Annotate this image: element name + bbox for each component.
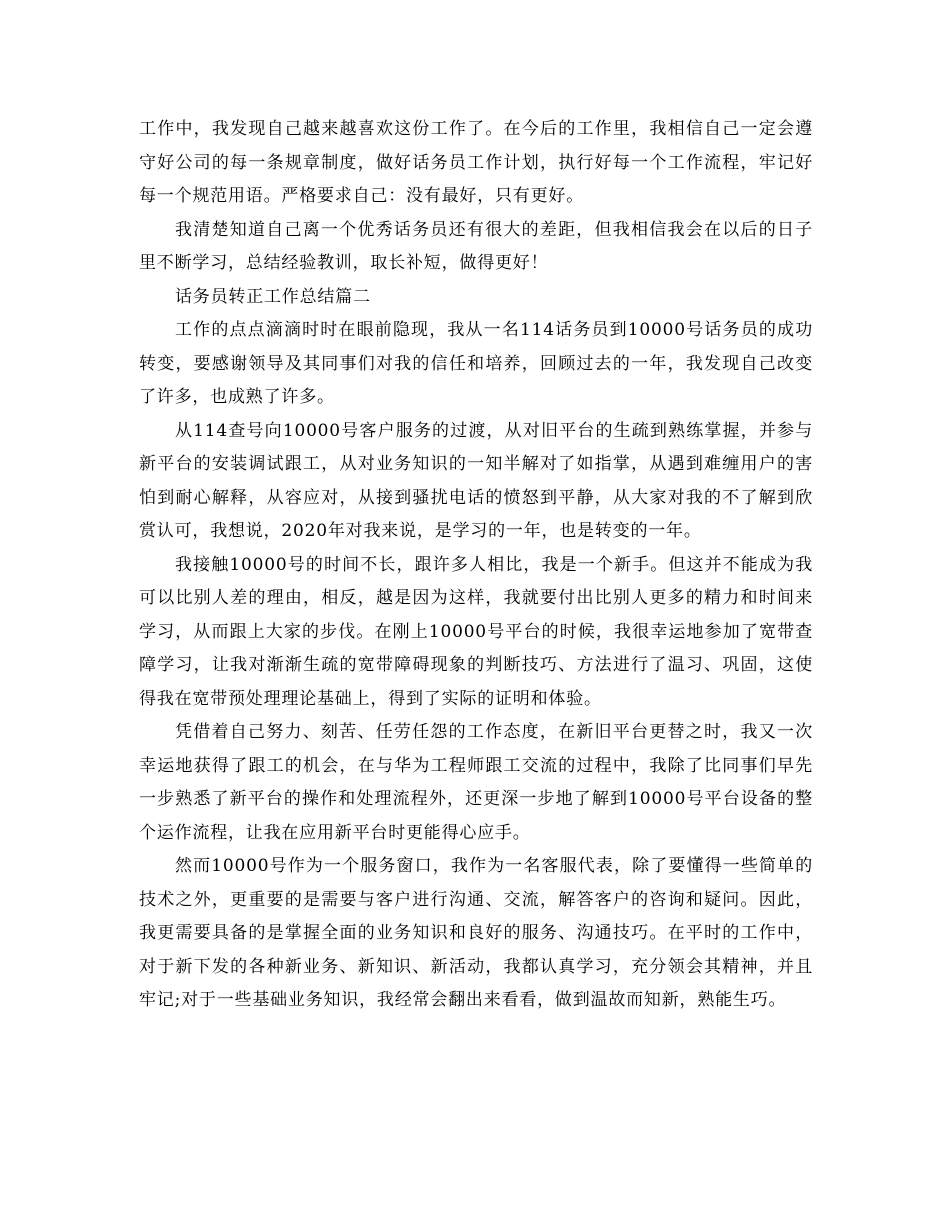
paragraph-4: 从114查号向10000号客户服务的过渡，从对旧平台的生疏到熟练掌握，并参与新平台的安装调试跟工，从对业务知识的一知半解对了如指掌，从遇到难缠用户的害怕到耐心解释，从容应对，从接到骚扰电话的愤怒到平静，从大家对我的不了解到欣赏认可，我想说，2020年对我来说，是学习的一年，也是转变的一年。: [139, 420, 813, 541]
paragraph-2: 我清楚知道自己离一个优秀话务员还有很大的差距，但我相信我会在以后的日子里不断学习，总结经验教训，取长补短，做得更好！: [139, 219, 813, 273]
paragraph-7: 然而10000号作为一个服务窗口，我作为一名客服代表，除了要懂得一些简单的技术之外，更重要的是需要与客户进行沟通、交流，解答客户的咨询和疑问。因此，我更需要具备的是掌握全面的业务知识和良好的服务、沟通技巧。在平时的工作中，对于新下发的各种新业务、新知识、新活动，我都认真学习，充分领会其精神，并且牢记;对于一些基础业务知识，我经常会翻出来看看，做到温故而知新，熟能生巧。: [139, 856, 813, 1010]
paragraph-6: 凭借着自己努力、刻苦、任劳任怨的工作态度，在新旧平台更替之时，我又一次幸运地获得了跟工的机会，在与华为工程师跟工交流的过程中，我除了比同事们早先一步熟悉了新平台的操作和处理流程外，还更深一步地了解到10000号平台设备的整个运作流程，让我在应用新平台时更能得心应手。: [139, 722, 813, 843]
document-body: [139, 113, 813, 1018]
section-heading: 话务员转正工作总结篇二: [175, 286, 371, 307]
paragraph-1: 工作中，我发现自己越来越喜欢这份工作了。在今后的工作里，我相信自己一定会遵守好公司的每一条规章制度，做好话务员工作计划，执行好每一个工作流程，牢记好每一个规范用语。严格要求自己：没有最好，只有更好。: [139, 119, 813, 206]
paragraph-5: 我接触10000号的时间不长，跟许多人相比，我是一个新手。但这并不能成为我可以比别人差的理由，相反，越是因为这样，我就要付出比别人更多的精力和时间来学习，从而跟上大家的步伐。在刚上10000号平台的时候，我很幸运地参加了宽带查障学习，让我对渐渐生疏的宽带障碍现象的判断技巧、方法进行了温习、巩固，这使得我在宽带预处理理论基础上，得到了实际的证明和体验。: [139, 554, 813, 709]
paragraph-3: 工作的点点滴滴时时在眼前隐现，我从一名114话务员到10000号话务员的成功转变，要感谢领导及其同事们对我的信任和培养，回顾过去的一年，我发现自己改变了许多，也成熟了许多。: [139, 320, 813, 407]
